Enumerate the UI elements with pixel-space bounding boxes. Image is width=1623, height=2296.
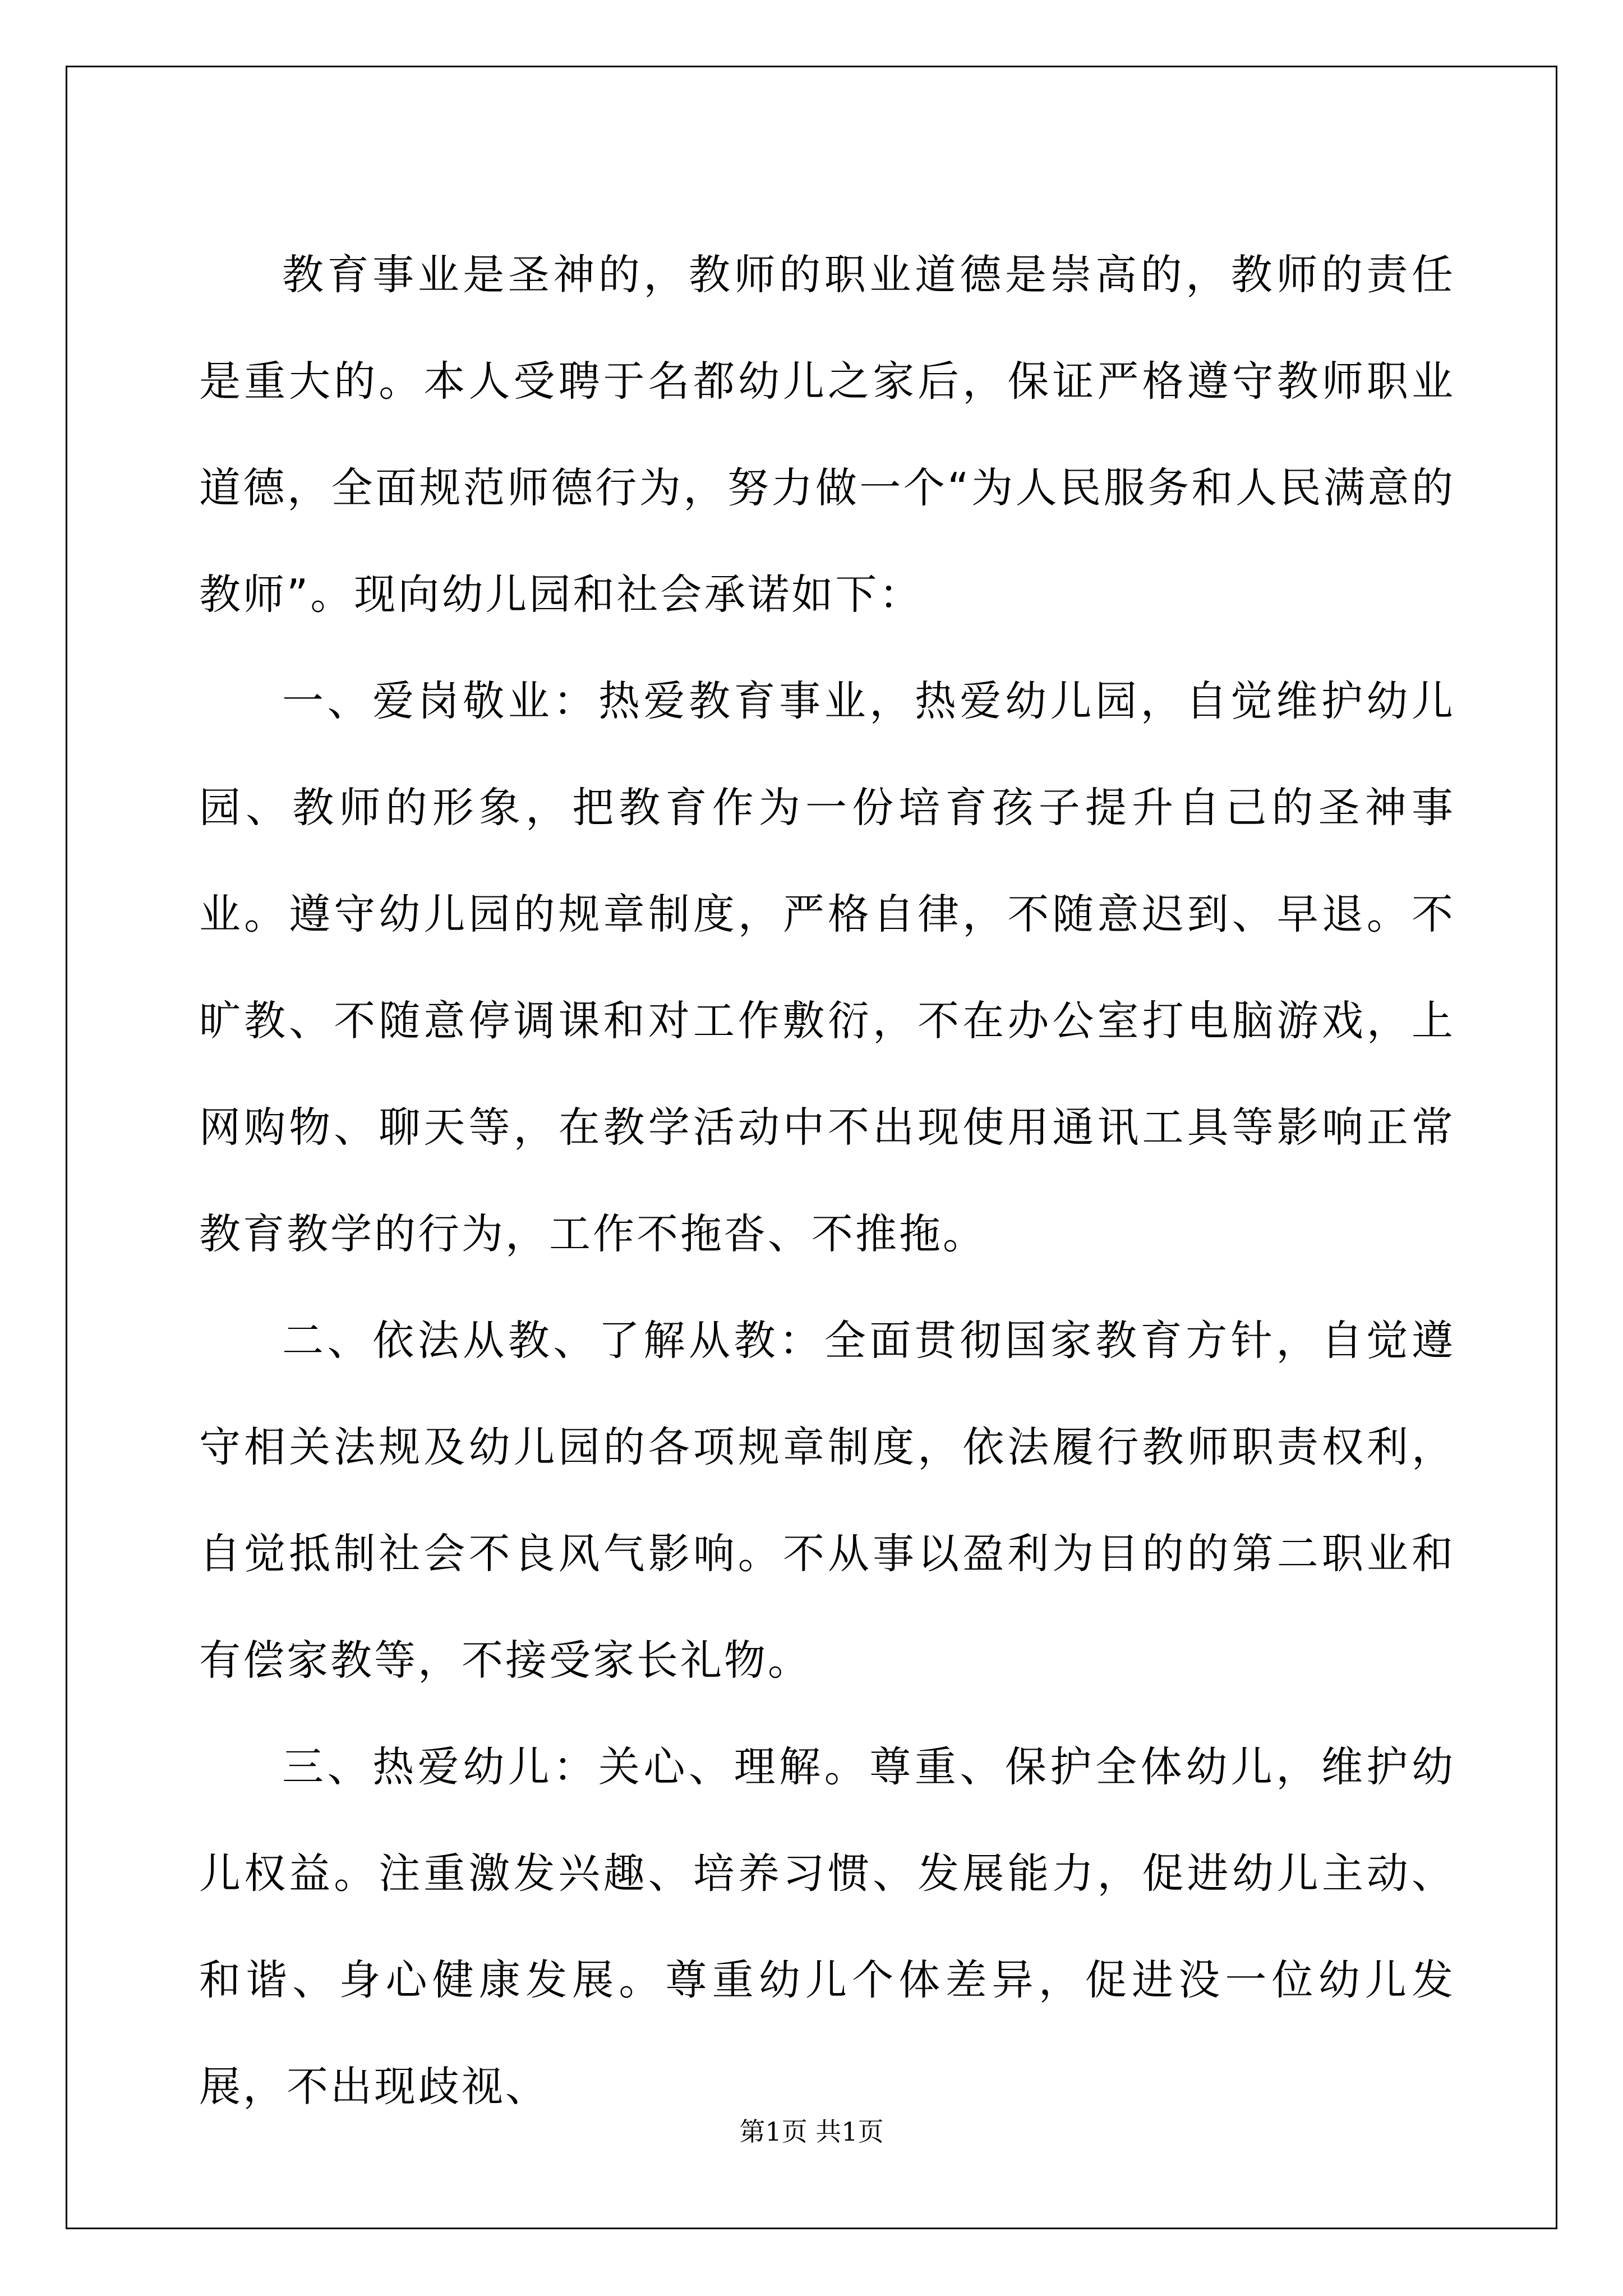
intro-paragraph: 教育事业是圣神的，教师的职业道德是崇高的，教师的责任是重大的。本人受聘于名都幼儿之家后，保证严格遵守教师职业道德，全面规范师德行为，努力做一个“为人民服务和人民满意的教师”。现向幼儿园和社会承诺如下： [199, 251, 1455, 619]
pledge-item-1: 一、爱岗敬业：热爱教育事业，热爱幼儿园，自觉维护幼儿园、教师的形象，把教育作为一份培育孩子提升自己的圣神事业。遵守幼儿园的规章制度，严格自律，不随意迟到、早退。不旷教、不随意停调课和对工作敷衍，不在办公室打电脑游戏，上网购物、聊天等，在教学活动中不出现使用通讯工具等影响正常教育教学的行为，工作不拖沓、不推拖。 [199, 677, 1455, 1258]
page-number-footer: 第1页 共1页 [739, 2116, 884, 2147]
document-body [199, 222, 1455, 2140]
pledge-item-3: 三、热爱幼儿：关心、理解。尊重、保护全体幼儿，维护幼儿权益。注重激发兴趣、培养习惯、发展能力，促进幼儿主动、和谐、身心健康发展。尊重幼儿个体差异，促进没一位幼儿发展，不出现歧视、 [199, 1743, 1455, 2111]
pledge-item-2: 二、依法从教、了解从教：全面贯彻国家教育方针，自觉遵守相关法规及幼儿园的各项规章制度，依法履行教师职责权利，自觉抵制社会不良风气影响。不从事以盈利为目的的第二职业和有偿家教等，不接受家长礼物。 [199, 1317, 1455, 1685]
